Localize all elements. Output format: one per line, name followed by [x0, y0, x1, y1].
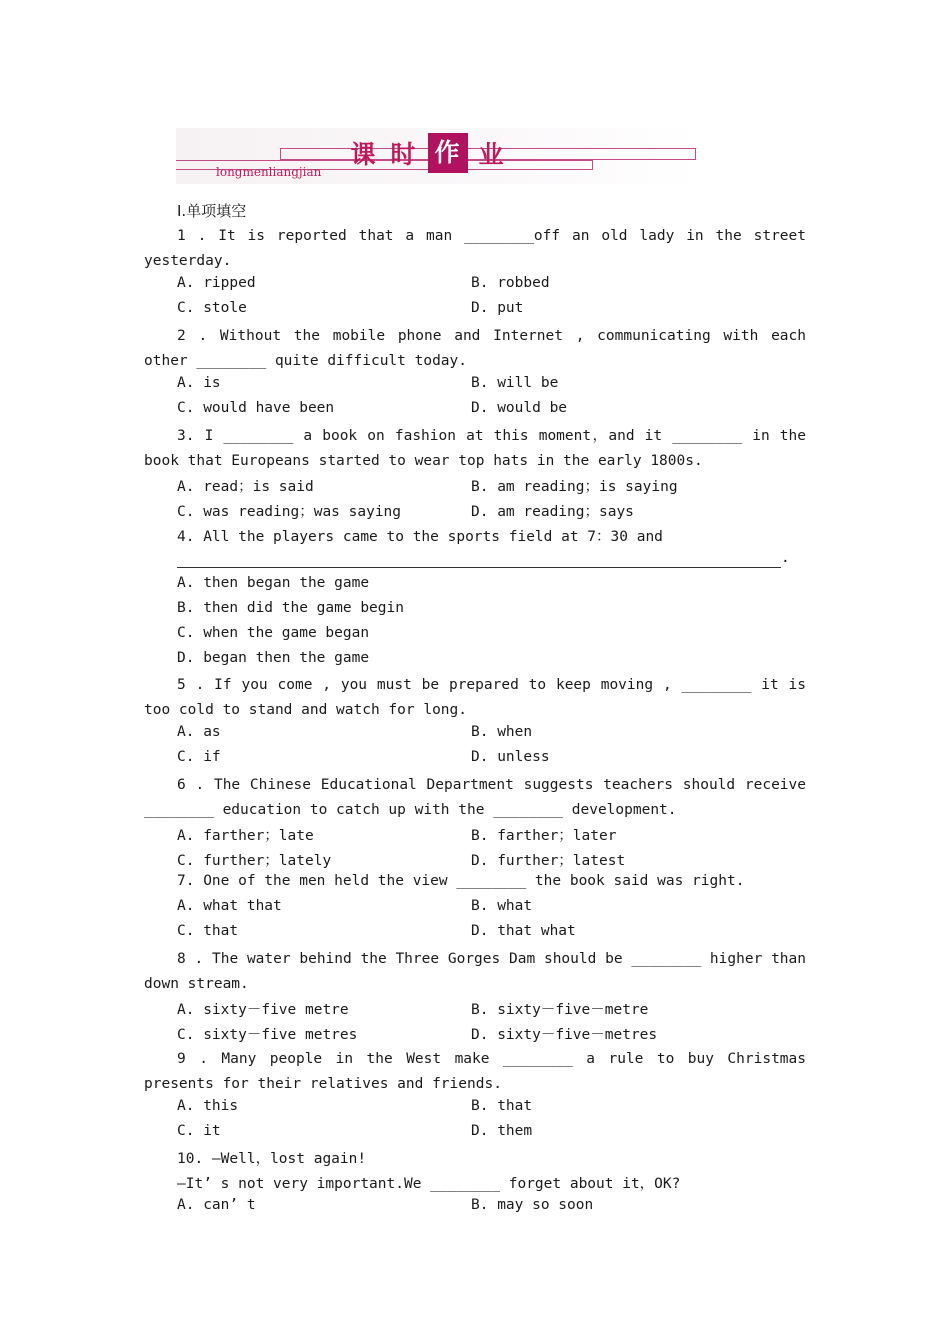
- option: A. can’ t: [177, 1197, 256, 1213]
- question-stem: 7. One of the men held the view ________ the book said was right.: [177, 873, 745, 889]
- option: C. if: [177, 749, 221, 765]
- option: B. robbed: [471, 275, 550, 291]
- option: C. that: [177, 923, 239, 939]
- option: A. what that: [177, 898, 282, 914]
- option: A. then began the game: [177, 575, 370, 591]
- section-heading: Ⅰ.单项填空: [177, 202, 247, 220]
- option: D. would be: [471, 400, 568, 416]
- option: D. them: [471, 1123, 533, 1139]
- option: B. that: [471, 1098, 533, 1114]
- option: B. am reading；is saying: [471, 479, 678, 495]
- option: B. sixty－five－metre: [471, 1002, 649, 1018]
- option: C. sixty－five metres: [177, 1027, 358, 1043]
- banner-title-char: 时: [390, 140, 418, 169]
- option: D. began then the game: [177, 650, 370, 666]
- banner-title: [344, 135, 512, 171]
- question-stem: 5 . If you come , you must be prepared to keep moving , ________ it is too cold to stand and watch for long.: [144, 677, 806, 718]
- question-stem-trail: .: [781, 550, 790, 566]
- option: D. unless: [471, 749, 550, 765]
- option: A. sixty－five metre: [177, 1002, 349, 1018]
- option: A. this: [177, 1098, 239, 1114]
- option: C. when the game began: [177, 625, 370, 641]
- question-stem: 9 . Many people in the West make ________ a rule to buy Christmas presents for their relatives and friends.: [144, 1051, 806, 1092]
- option: C. stole: [177, 300, 247, 316]
- option: D. that what: [471, 923, 576, 939]
- question-stem: 6 . The Chinese Educational Department suggests teachers should receive ________ education to catch up with the ________ development.: [144, 777, 806, 818]
- option: A. is: [177, 375, 221, 391]
- option: C. would have been: [177, 400, 335, 416]
- question-stem-line2: —It’ s not very important.We ________ forget about it，OK?: [177, 1176, 681, 1192]
- option: D. put: [471, 300, 524, 316]
- option: B. will be: [471, 375, 559, 391]
- banner-title-char: 课: [350, 140, 378, 169]
- option: C. further；lately: [177, 853, 332, 869]
- question-stem: 3. I ________ a book on fashion at this moment，and it ________ in the book that Europeans started to wear top hats in the early 1800s.: [144, 428, 806, 469]
- question-stem: 8 . The water behind the Three Gorges Dam should be ________ higher than down stream.: [144, 951, 806, 992]
- question-stem: 10. —Well，lost again!: [177, 1151, 367, 1167]
- option: C. was reading；was saying: [177, 504, 402, 520]
- option: B. then did the game begin: [177, 600, 404, 616]
- question-stem: 2 . Without the mobile phone and Internet , communicating with each other ________ quite difficult today.: [144, 328, 806, 369]
- banner-subtitle: longmenliangjian: [216, 165, 322, 179]
- option: D. further；latest: [471, 853, 626, 869]
- option: B. what: [471, 898, 533, 914]
- answer-blank: [177, 567, 781, 568]
- header-banner: [176, 128, 696, 184]
- banner-title-char: 业: [478, 140, 506, 169]
- option: D. am reading；says: [471, 504, 634, 520]
- option: B. may so soon: [471, 1197, 594, 1213]
- question-stem: 4. All the players came to the sports field at 7：30 and: [177, 529, 663, 545]
- option: C. it: [177, 1123, 221, 1139]
- banner-title-char-highlight: 作: [428, 133, 468, 173]
- option: B. farther；later: [471, 828, 617, 844]
- option: A. read；is said: [177, 479, 314, 495]
- option: A. as: [177, 724, 221, 740]
- option: B. when: [471, 724, 533, 740]
- option: A. farther；late: [177, 828, 314, 844]
- option: A. ripped: [177, 275, 256, 291]
- question-stem: 1 . It is reported that a man ________off an old lady in the street yesterday.: [144, 228, 806, 269]
- option: D. sixty－five－metres: [471, 1027, 658, 1043]
